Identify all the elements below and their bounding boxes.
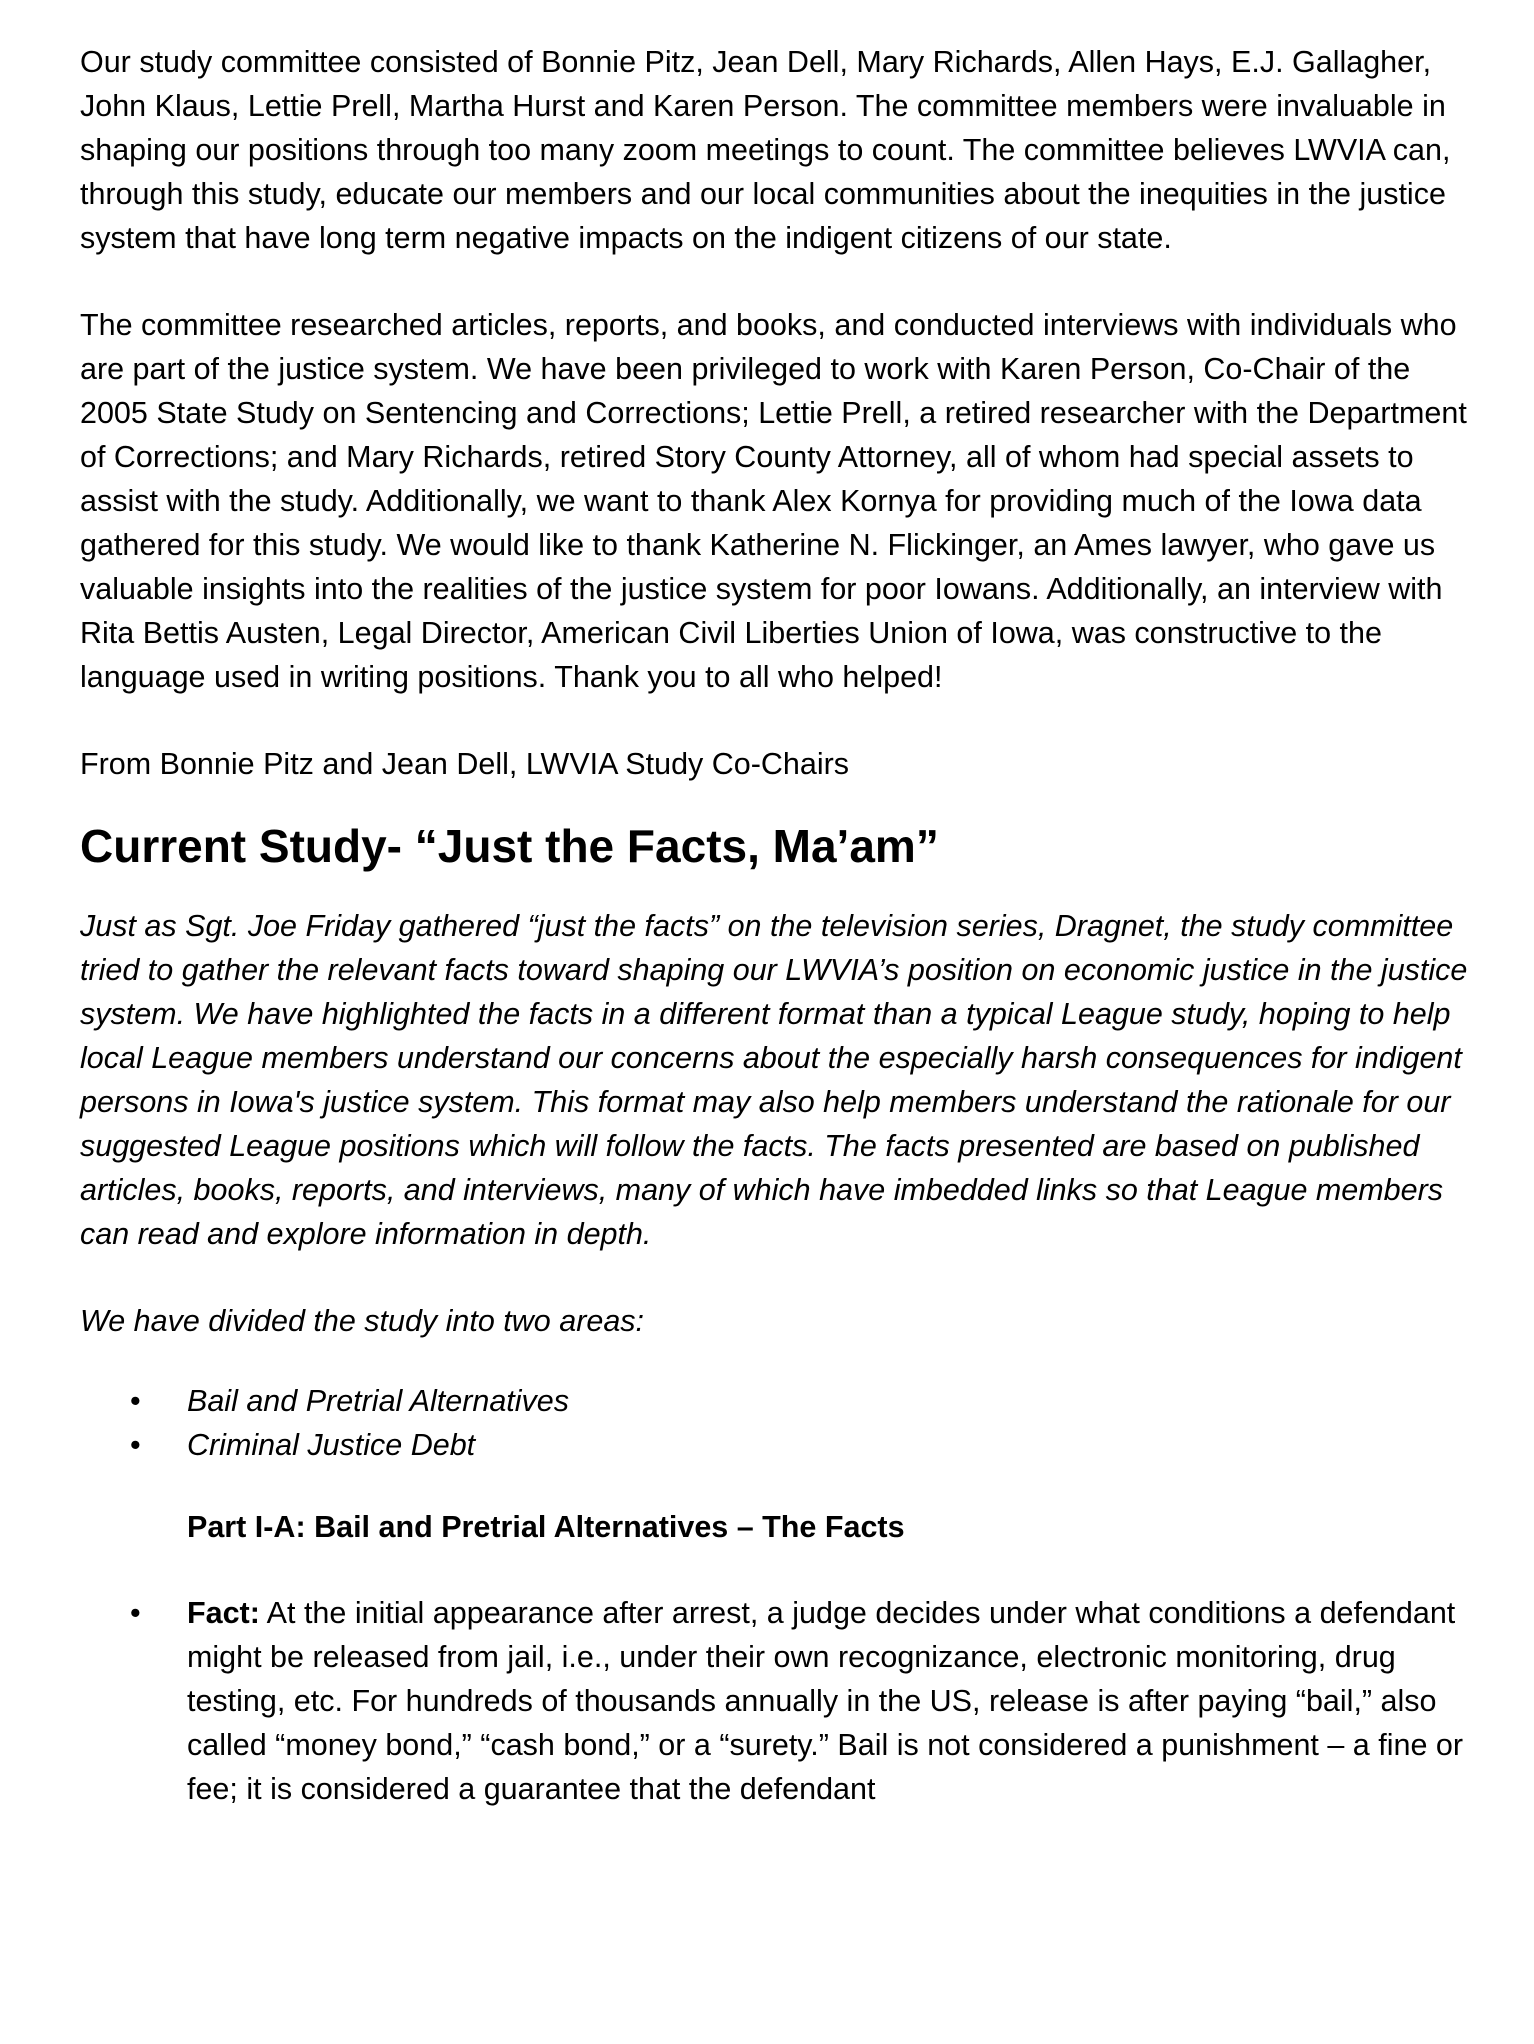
fact-item xyxy=(80,1591,1480,1811)
list-item xyxy=(80,1379,1480,1423)
facts-list xyxy=(80,1591,1480,1811)
research-paragraph: The committee researched articles, reports, and books, and conducted interviews with individuals who are part of the justice system. We have been privileged to work with Karen Person, Co-Chair of the 2005 State Study on Sentencing and Corrections; Lettie Prell, a retired researcher with the Department of Corrections; and Mary Richards, retired Story County Attorney, all of whom had special assets to assist with the study. Additionally, we want to thank Alex Kornya for providing much of the Iowa data gathered for this study. We would like to thank Katherine N. Flickinger, an Ames lawyer, who gave us valuable insights into the realities of the justice system for poor Iowans. Additionally, an interview with Rita Bettis Austen, Legal Director, American Civil Liberties Union of Iowa, was constructive to the language used in writing positions. Thank you to all who helped! xyxy=(80,308,1467,694)
signoff-line: From Bonnie Pitz and Jean Dell, LWVIA Study Co-Chairs xyxy=(80,747,850,781)
list-item xyxy=(80,1423,1480,1467)
areas-intro: We have divided the study into two areas: xyxy=(80,1304,645,1338)
part-heading: Part I-A: Bail and Pretrial Alternatives – The Facts xyxy=(187,1510,905,1544)
bullet-icon: • xyxy=(130,1428,141,1462)
bullet-icon: • xyxy=(130,1596,141,1630)
fact-label: Fact: xyxy=(187,1596,260,1630)
study-areas-list xyxy=(80,1379,1480,1467)
committee-paragraph: Our study committee consisted of Bonnie Pitz, Jean Dell, Mary Richards, Allen Hays, E.J. Gallagher, John Klaus, Lettie Prell, Martha Hurst and Karen Person. The committee members were invaluable in shaping our positions through too many zoom meetings to count. The committee believes LWVIA can, through this study, educate our members and our local communities about the inequities in the justice system that have long term negative impacts on the indigent citizens of our state. xyxy=(80,45,1451,255)
study-intro-paragraph: Just as Sgt. Joe Friday gathered “just the facts” on the television series, Dragnet, the study committee tried to gather the relevant facts toward shaping our LWVIA’s position on economic justice in the justice system. We have highlighted the facts in a different format than a typical League study, hoping to help local League members understand our concerns about the especially harsh consequences for indigent persons in Iowa's justice system. This format may also help members understand the rationale for our suggested League positions which will follow the facts. The facts presented are based on published articles, books, reports, and interviews, many of which have imbedded links so that League members can read and explore information in depth. xyxy=(80,909,1468,1251)
area-label: Criminal Justice Debt xyxy=(187,1428,476,1462)
study-title: Current Study- “Just the Facts, Ma’am” xyxy=(80,820,939,872)
document-page xyxy=(80,40,1480,1811)
area-label: Bail and Pretrial Alternatives xyxy=(187,1384,569,1418)
fact-text: At the initial appearance after arrest, a judge decides under what conditions a defendant might be released from jail, i.e., under their own recognizance, electronic monitoring, drug testing, etc. For hundreds of thousands annually in the US, release is after paying “bail,” also called “money bond,” “cash bond,” or a “surety.” Bail is not considered a punishment – a fine or fee; it is considered a guarantee that the defendant xyxy=(187,1596,1464,1806)
bullet-icon: • xyxy=(130,1384,141,1418)
